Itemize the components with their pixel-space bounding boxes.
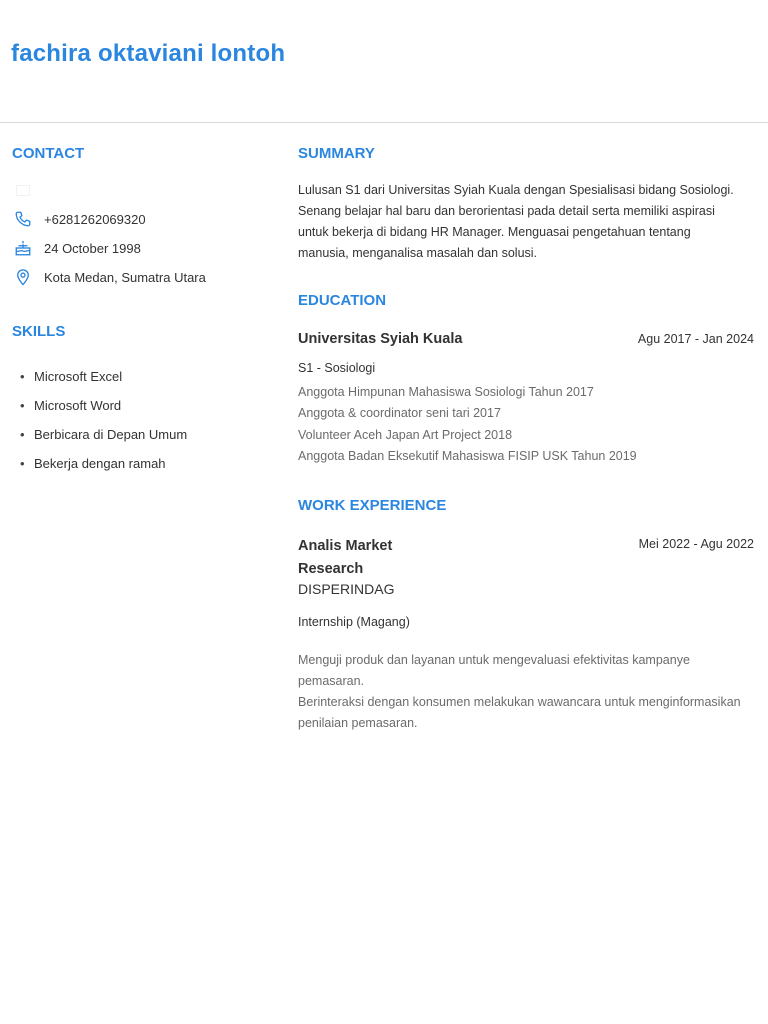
work-type: Internship (Magang) [298,615,410,629]
work-dates: Mei 2022 - Agu 2022 [638,537,754,551]
work-descriptions [298,650,748,734]
contact-location-row [12,267,206,287]
skills-heading: SKILLS [12,323,66,340]
contact-email-row [12,180,44,200]
contact-location: Kota Medan, Sumatra Utara [44,269,206,285]
activity-item: Anggota & coordinator seni tari 2017 [298,406,501,421]
contact-phone: +6281262069320 [44,211,146,227]
resume-header [0,0,768,123]
contact-heading: CONTACT [12,145,85,162]
work-description-item: Menguji produk dan layanan untuk mengevaluasi efektivitas kampanye pemasaran. [298,653,690,688]
education-school: Universitas Syiah Kuala [298,331,463,347]
education-activities [298,385,637,470]
education-dates: Agu 2017 - Jan 2024 [637,332,754,346]
location-pin-icon [12,267,34,287]
skill-item: • Microsoft Excel [20,369,123,384]
bullet-icon: • [20,398,25,413]
activity-item: Anggota Badan Eksekutif Mahasiswa FISIP USK Tahun 2019 [298,448,637,463]
skills-list [20,362,187,478]
bullet-icon: • [20,456,25,471]
skill-item: • Bekerja dengan ramah [20,456,166,471]
bullet-icon: • [20,427,25,442]
contact-phone-row [12,209,146,229]
work-company: DISPERINDAG [298,581,395,597]
bullet-icon: • [20,369,25,384]
candidate-name: fachira oktaviani lontoh [11,40,286,67]
activity-item: Anggota Himpunan Mahasiswa Sosiologi Tahun 2017 [298,385,594,399]
education-degree: S1 - Sosiologi [298,361,376,375]
phone-icon [12,209,34,229]
education-heading: EDUCATION [298,292,387,309]
work-description-item: Berinteraksi dengan konsumen melakukan wawancara untuk menginformasikan penilaian pemasaran. [298,695,741,730]
cake-icon [12,238,34,258]
contact-birthdate: 24 October 1998 [44,240,141,256]
mail-icon [12,180,34,200]
summary-text: Lulusan S1 dari Universitas Syiah Kuala dengan Spesialisasi bidang Sosiologi. Senang belajar hal baru dan berorientasi pada detail serta memiliki aspirasi untuk bekerja di bidang HR Manager. Menguasai pengetahuan tentang manusia, menganalisa masalah dan solusi. [298,183,734,260]
work-title: Analis Market Research [298,538,393,577]
work-heading: WORK EXPERIENCE [298,497,447,514]
summary-heading: SUMMARY [298,145,375,162]
contact-birthdate-row [12,238,141,258]
activity-item: Volunteer Aceh Japan Art Project 2018 [298,427,513,442]
skill-item: • Berbicara di Depan Umum [20,427,188,442]
skill-item: • Microsoft Word [20,398,122,413]
